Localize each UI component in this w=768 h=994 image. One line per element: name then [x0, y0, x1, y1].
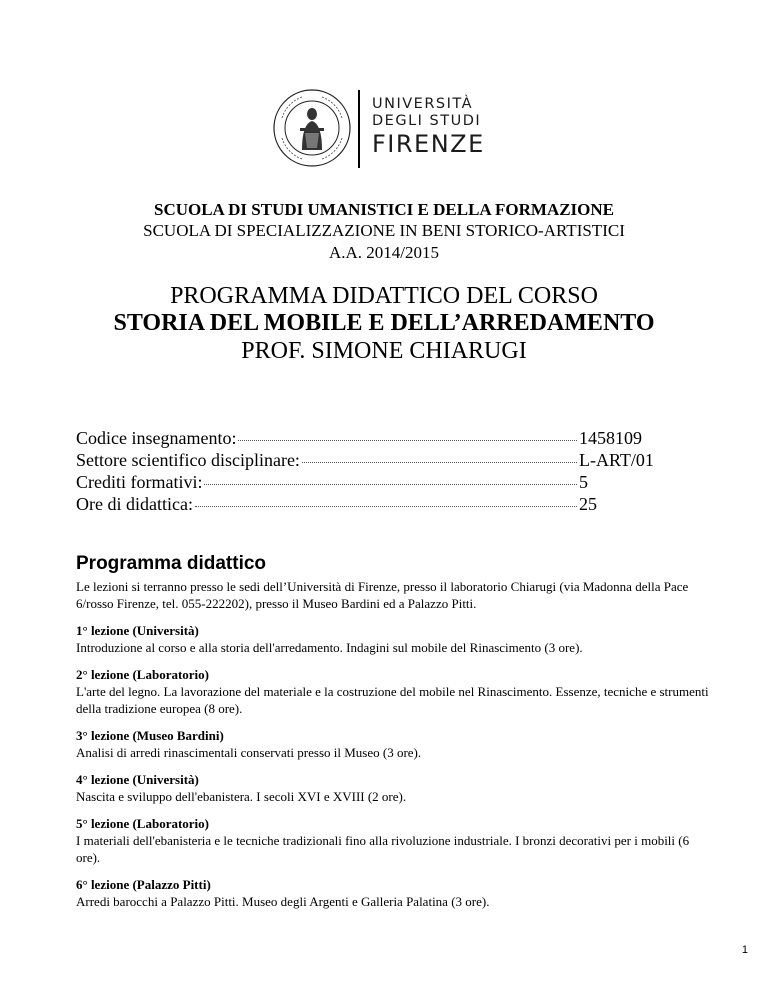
lesson-title: 5° lezione (Laboratorio)	[76, 816, 210, 831]
lesson-item	[76, 622, 716, 656]
info-label: Crediti formativi:	[76, 472, 203, 492]
specialization-name: SCUOLA DI SPECIALIZZAZIONE IN BENI STORICO-ARTISTICI	[143, 221, 625, 240]
info-label: Codice insegnamento:	[76, 428, 237, 448]
lesson-item	[76, 815, 716, 866]
lesson-title: 2° lezione (Laboratorio)	[76, 667, 210, 682]
info-value: 5	[579, 472, 588, 492]
lesson-item	[76, 727, 716, 761]
dotted-leader	[302, 462, 577, 463]
lesson-description: Nascita e sviluppo dell'ebanistera. I secoli XVI e XVIII (2 ore).	[76, 789, 407, 804]
page-number: 1	[741, 944, 748, 956]
lesson-description: L'arte del legno. La lavorazione del materiale e la costruzione del mobile nel Rinascimento. Essenze, tecniche e strumenti della tradizione europea (8 ore).	[76, 684, 709, 716]
lesson-description: Analisi di arredi rinascimentali conservati presso il Museo (3 ore).	[76, 745, 422, 760]
programma-intro: Le lezioni si terranno presso le sedi dell’Università di Firenze, presso il laboratorio Chiarugi (via Madonna della Pace 6/rosso Firenze, tel. 055-222202), presso il Museo Bardini ed a Palazzo Pitti.	[76, 579, 689, 611]
logo-divider	[358, 90, 360, 168]
dotted-leader	[204, 484, 577, 485]
lesson-description: I materiali dell'ebanisteria e le tecniche tradizionali fino alla rivoluzione industriale. I bronzi decorativi per i mobili (6 ore).	[76, 833, 690, 865]
info-value: 1458109	[579, 428, 642, 448]
course-info	[76, 428, 656, 516]
logo-line-universita: UNIVERSITÀ	[372, 96, 474, 112]
info-label: Settore scientifico disciplinare:	[76, 450, 300, 470]
programma-heading: Programma didattico	[76, 553, 267, 574]
lesson-description: Arredi barocchi a Palazzo Pitti. Museo degli Argenti e Galleria Palatina (3 ore).	[76, 894, 490, 909]
professor-name: PROF. SIMONE CHIARUGI	[241, 338, 527, 364]
course-title: STORIA DEL MOBILE E DELL’ARREDAMENTO	[113, 310, 655, 336]
info-row-codice	[76, 428, 656, 450]
info-row-settore	[76, 450, 656, 472]
lesson-item	[76, 876, 716, 910]
lesson-title: 6° lezione (Palazzo Pitti)	[76, 877, 211, 892]
info-value: L-ART/01	[579, 450, 654, 470]
lesson-item	[76, 666, 716, 717]
program-title: PROGRAMMA DIDATTICO DEL CORSO	[170, 283, 598, 309]
dotted-leader	[195, 506, 577, 507]
lesson-item	[76, 771, 716, 805]
logo-line-degli-studi: DEGLI STUDI	[372, 113, 482, 129]
school-name: SCUOLA DI STUDI UMANISTICI E DELLA FORMAZIONE	[153, 200, 615, 219]
info-row-ore	[76, 494, 656, 516]
university-logo	[272, 88, 492, 174]
lesson-description: Introduzione al corso e alla storia dell'arredamento. Indagini sul mobile del Rinascimento (3 ore).	[76, 640, 583, 655]
logo-line-firenze: FIRENZE	[372, 130, 485, 158]
info-row-crediti	[76, 472, 656, 494]
lesson-title: 4° lezione (Università)	[76, 772, 199, 787]
university-seal-icon	[272, 88, 352, 168]
info-label: Ore di didattica:	[76, 494, 193, 514]
info-value: 25	[579, 494, 597, 514]
programma-section	[76, 552, 716, 910]
lesson-title: 1° lezione (Università)	[76, 623, 199, 638]
academic-year: A.A. 2014/2015	[328, 243, 440, 262]
lesson-title: 3° lezione (Museo Bardini)	[76, 728, 224, 743]
dotted-leader	[238, 440, 577, 441]
logo-wordmark	[372, 96, 485, 158]
